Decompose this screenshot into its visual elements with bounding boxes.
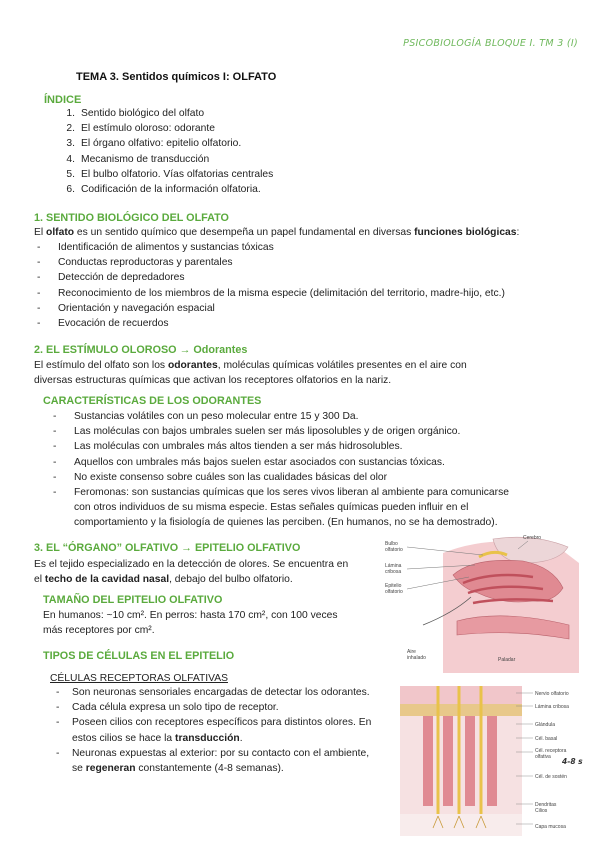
section3-line2: el techo de la cavidad nasal, debajo del bulbo olfatorio. bbox=[34, 574, 293, 585]
section2-line1: El estímulo del olfato son los odorantes, moléculas químicas volátiles presentes en el aire con bbox=[34, 360, 467, 371]
odorant-characteristics-list bbox=[53, 409, 583, 485]
index-heading: ÍNDICE bbox=[44, 94, 82, 106]
fig2-label: Cilios bbox=[535, 808, 548, 814]
index-list bbox=[58, 106, 273, 197]
list-item: - Reconocimiento de los miembros de la misma especie (delimitación del territorio, madre-hijo, etc.) bbox=[37, 286, 577, 301]
section2-line2: diversas estructuras químicas que activan los receptores olfatorios en la nariz. bbox=[34, 375, 392, 386]
section1-intro: El olfato es un sentido químico que desempeña un papel fundamental en diversas funciones biológicas: bbox=[34, 227, 520, 238]
nerve-layer bbox=[400, 686, 522, 704]
receptor-cells-list bbox=[56, 685, 401, 776]
list-item: - Las moléculas con bajos umbrales suelen ser más liposolubles y de origen orgánico. bbox=[53, 424, 583, 439]
index-number: 5. bbox=[66, 168, 75, 180]
epithelium-size-line2: más receptores por cm². bbox=[43, 625, 155, 636]
mucus-layer bbox=[400, 814, 522, 836]
epithelium-size-line1: En humanos: ~10 cm². En perros: hasta 170 cm², con 100 veces bbox=[43, 610, 338, 621]
fig2-label: Cél. de sostén bbox=[535, 774, 567, 780]
odorant-characteristics-heading: CARACTERÍSTICAS DE LOS ODORANTES bbox=[43, 395, 262, 407]
pheromones-item bbox=[53, 485, 588, 531]
fig2-label: Glándula bbox=[535, 722, 556, 728]
receptor-cells-title: CÉLULAS RECEPTORAS OLFATIVAS bbox=[50, 673, 228, 684]
fig1-label: Lámina bbox=[385, 563, 402, 569]
fig1-label: inhalado bbox=[407, 655, 426, 661]
list-item: - Las moléculas con umbrales más altos tienden a ser más hidrosolubles. bbox=[53, 439, 583, 454]
fig2-label: Cél. basal bbox=[535, 736, 558, 742]
index-text: Mecanismo de transducción bbox=[81, 153, 210, 165]
fig1-label: Epitelio bbox=[385, 583, 402, 589]
list-item: - Identificación de alimentos y sustancias tóxicas bbox=[37, 240, 577, 255]
index-item bbox=[58, 182, 273, 197]
receptor-cells bbox=[428, 686, 492, 816]
olfactory-epithelium-figure bbox=[398, 686, 588, 836]
section2-heading: 2. EL ESTÍMULO OLOROSO → Odorantes bbox=[34, 344, 248, 356]
list-item: - Detección de depredadores bbox=[37, 270, 577, 285]
index-number: 1. bbox=[66, 108, 75, 119]
fig2-label: Nervio olfatorio bbox=[535, 691, 569, 697]
index-number: 4. bbox=[66, 153, 75, 165]
index-number: 3. bbox=[66, 138, 75, 150]
index-number: 6. bbox=[66, 184, 75, 196]
index-item bbox=[58, 152, 273, 167]
header-note: PSICOBIOLOGÍA BLOQUE I. TM 3 (I) bbox=[403, 38, 578, 49]
index-text: El bulbo olfatorio. Vías olfatorias centrales bbox=[81, 168, 274, 180]
list-item: - Son neuronas sensoriales encargadas de detectar los odorantes. bbox=[56, 685, 401, 700]
list-item: - Sustancias volátiles con un peso molecular entre 15 y 300 Da. bbox=[53, 409, 583, 424]
list-item: - Neuronas expuestas al exterior: por su contacto con el ambiente, se regeneran constantemente (4-8 semanas). bbox=[56, 746, 401, 776]
fig1-label: Paladar bbox=[498, 657, 516, 663]
fig1-label: Bulbo bbox=[385, 541, 398, 547]
index-number: 2. bbox=[66, 123, 75, 135]
fig2-label: olfativa bbox=[535, 754, 551, 760]
handwritten-note: 4-8 s bbox=[562, 757, 583, 766]
list-item: - Evocación de recuerdos bbox=[37, 316, 577, 331]
list-item: - Poseen cilios con receptores específicos para distintos olores. En estos cilios se hace la transducción. bbox=[56, 715, 401, 745]
fig2-label: Cél. receptora bbox=[535, 748, 567, 754]
index-text: Sentido biológico del olfato bbox=[81, 108, 205, 119]
fig1-label: olfatorio bbox=[385, 589, 403, 595]
cribriform-plate bbox=[400, 704, 522, 716]
list-item: - Orientación y navegación espacial bbox=[37, 301, 577, 316]
fig1-label: Cerebro bbox=[523, 535, 542, 541]
fig1-label: Aire bbox=[407, 649, 416, 655]
page-title: TEMA 3. Sentidos químicos I: OLFATO bbox=[76, 71, 277, 83]
nasal-cavity-figure bbox=[383, 533, 583, 681]
cell-types-heading: TIPOS DE CÉLULAS EN EL EPITELIO bbox=[43, 650, 235, 662]
index-item bbox=[58, 106, 273, 121]
section3-line1: Es el tejido especializado en la detección de olores. Se encuentra en bbox=[34, 559, 349, 570]
index-item bbox=[58, 121, 273, 136]
fig1-label: olfatorio bbox=[385, 547, 403, 553]
epithelium-size-heading: TAMAÑO DEL EPITELIO OLFATIVO bbox=[43, 594, 223, 606]
index-text: El órgano olfativo: epitelio olfatorio. bbox=[81, 138, 242, 150]
list-item: - Cada célula expresa un solo tipo de receptor. bbox=[56, 700, 401, 715]
list-item: - Conductas reproductoras y parentales bbox=[37, 255, 577, 270]
fig1-label: cribosa bbox=[385, 569, 402, 575]
index-text: Codificación de la información olfatoria. bbox=[81, 184, 261, 196]
list-item: - Feromonas: son sustancias químicas que los seres vivos liberan al ambiente para comunicarse con otros individuos de su misma especie. Estas señales químicas pueden influir en el comportamiento y la fisiología de quienes las perciben. (En humanos, no se ha demostrado). bbox=[53, 485, 588, 531]
fig2-label: Dendritas bbox=[535, 802, 557, 808]
index-item bbox=[58, 167, 273, 182]
section3-heading: 3. EL “ÓRGANO” OLFATIVO → EPITELIO OLFATIVO bbox=[34, 542, 301, 554]
index-text: El estímulo oloroso: odorante bbox=[81, 123, 215, 135]
index-item bbox=[58, 136, 273, 151]
fig2-label: Lámina cribosa bbox=[535, 704, 569, 710]
section1-heading: 1. SENTIDO BIOLÓGICO DEL OLFATO bbox=[34, 212, 229, 224]
list-item: - No existe consenso sobre cuáles son las cualidades básicas del olor bbox=[53, 470, 583, 485]
fig2-label: Capa mucosa bbox=[535, 824, 566, 830]
list-item: - Aquellos con umbrales más bajos suelen estar asociados con sustancias tóxicas. bbox=[53, 455, 583, 470]
section1-list bbox=[37, 240, 577, 331]
